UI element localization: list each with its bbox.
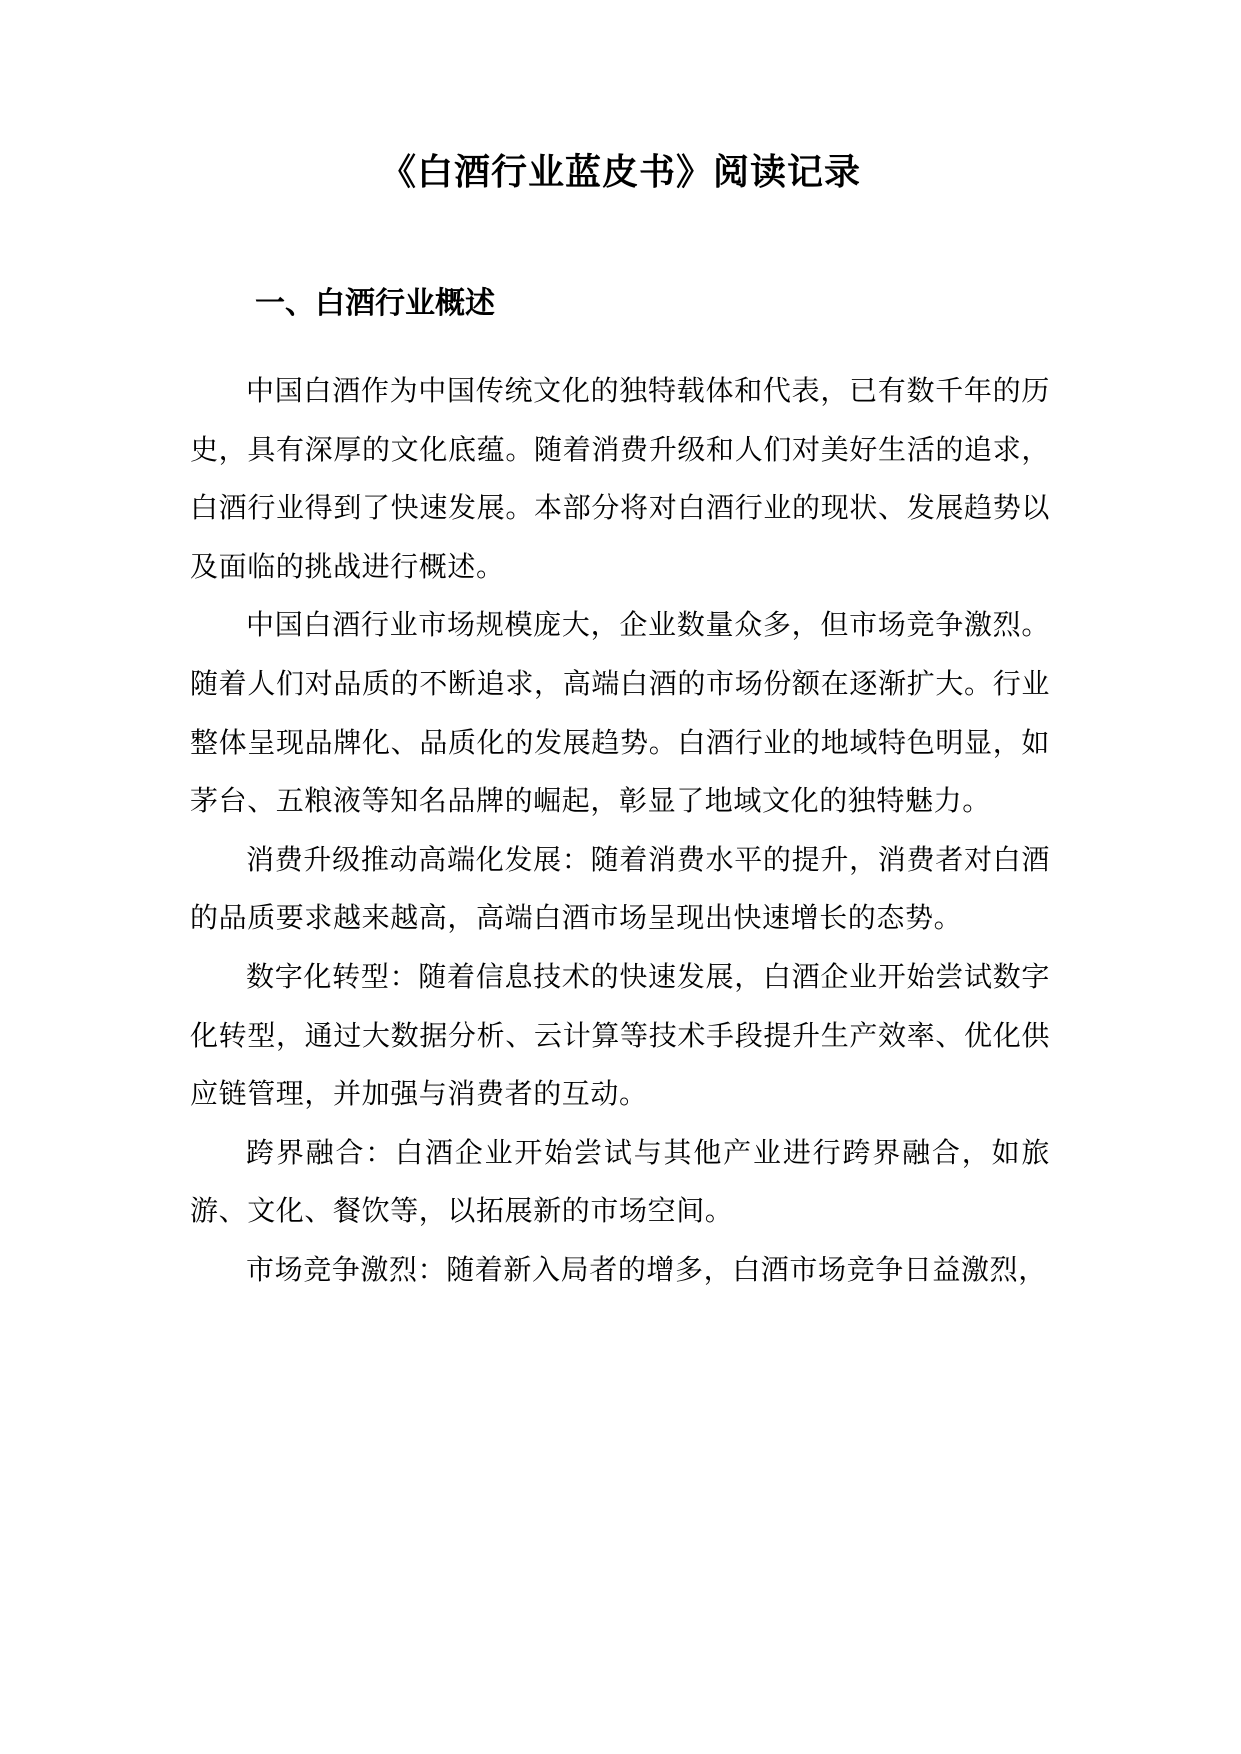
paragraph: 市场竞争激烈：随着新入局者的增多，白酒市场竞争日益激烈， (246, 1252, 1047, 1286)
paragraph: 中国白酒作为中国传统文化的独特载体和代表，已有数千年的历史，具有深厚的文化底蕴。随着消费升级和人们对美好生活的追求，白酒行业得到了快速发展。本部分将对白酒行业的现状、发展趋势以及面临的挑战进行概述。 (190, 374, 1050, 583)
section-body (190, 362, 1050, 1300)
section-heading: 一、白酒行业概述 (255, 286, 495, 321)
paragraph: 数字化转型：随着信息技术的快速发展，白酒企业开始尝试数字化转型，通过大数据分析、云计算等技术手段提升生产效率、优化供应链管理，并加强与消费者的互动。 (190, 959, 1050, 1111)
paragraph: 消费升级推动高端化发展：随着消费水平的提升，消费者对白酒的品质要求越来越高，高端白酒市场呈现出快速增长的态势。 (190, 842, 1050, 935)
paragraph: 跨界融合：白酒企业开始尝试与其他产业进行跨界融合，如旅游、文化、餐饮等，以拓展新的市场空间。 (190, 1135, 1050, 1228)
document-title: 《白酒行业蓝皮书》阅读记录 (379, 152, 861, 193)
paragraph: 中国白酒行业市场规模庞大，企业数量众多，但市场竞争激烈。随着人们对品质的不断追求，高端白酒的市场份额在逐渐扩大。行业整体呈现品牌化、品质化的发展趋势。白酒行业的地域特色明显，如茅台、五粮液等知名品牌的崛起，彰显了地域文化的独特魅力。 (190, 608, 1050, 818)
